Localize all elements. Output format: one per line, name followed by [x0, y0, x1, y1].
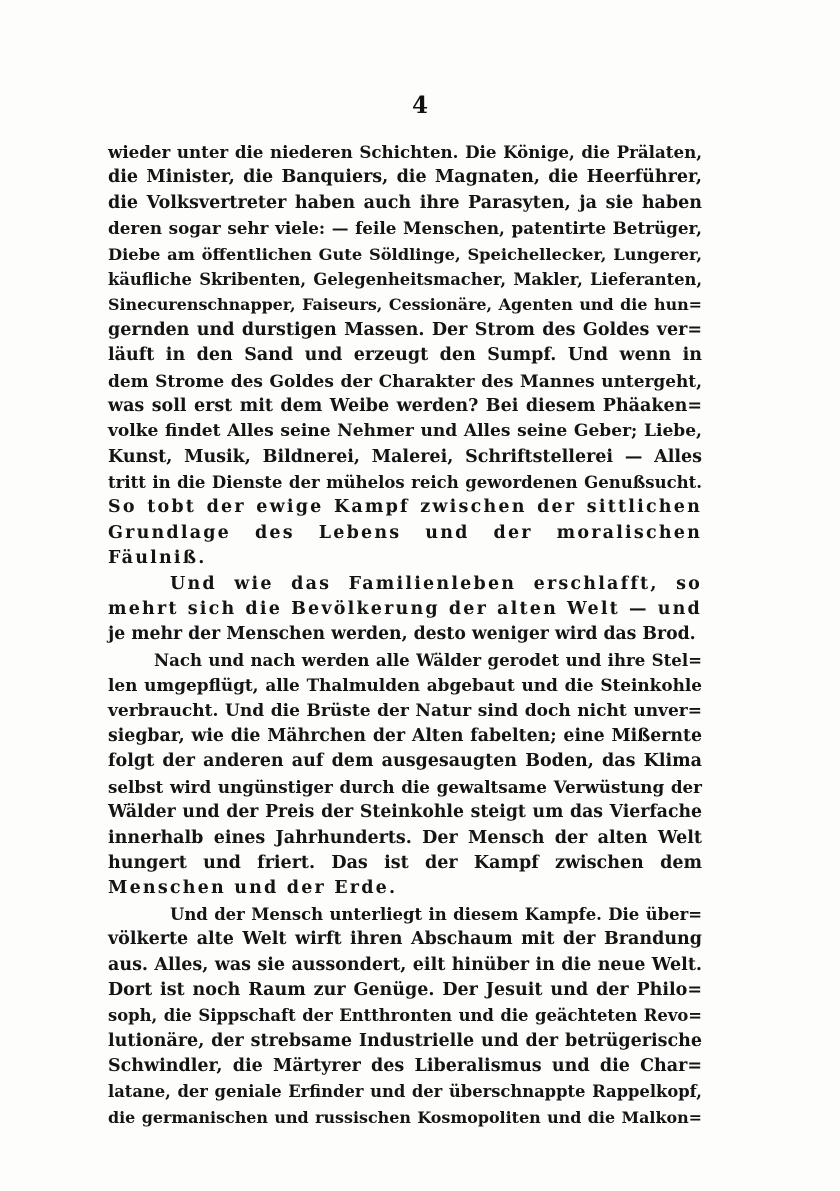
text-line: deren sogar sehr viele: — feile Menschen, patentirte Betrüger, [108, 218, 702, 239]
text-line: lutionäre, der strebsame Industrielle und der betrügerische [108, 1030, 702, 1051]
text-line: hungert und friert. Das ist der Kampf zwischen dem [108, 852, 702, 873]
text-line: tritt in die Dienste der mühelos reich gewordenen Genußsucht. [108, 473, 702, 493]
text-line: je mehr der Menschen werden, desto weniger wird das Brod. [108, 624, 696, 645]
text-line: was soll erst mit dem Weibe werden? Bei diesem Phäaken= [108, 395, 702, 416]
text-line: volke findet Alles seine Nehmer und Alles seine Geber; Liebe, [108, 421, 702, 442]
text-line: soph, die Sippschaft der Entthronten und die geächteten Revo= [108, 1006, 702, 1026]
text-line: Dort ist noch Raum zur Genüge. Der Jesuit und der Philo= [108, 979, 702, 1000]
page-number: 4 [411, 92, 428, 119]
text-line: siegbar, wie die Mährchen der Alten fabelten; eine Mißernte [108, 725, 702, 746]
text-line: len umgepflügt, alle Thalmulden abgebaut und die Steinkohle [108, 675, 702, 696]
text-line: Wälder und der Preis der Steinkohle steigt um das Vierfache [108, 802, 702, 823]
text-line: Schwindler, die Märtyrer des Liberalismus und die Char= [108, 1056, 702, 1077]
text-line: innerhalb eines Jahrhunderts. Der Mensch der alten Welt [108, 827, 702, 848]
body-text [108, 140, 702, 1130]
text-line: Grundlage des Lebens und der moralischen [108, 522, 702, 543]
text-line: die germanischen und russischen Kosmopoliten und die Malkon= [108, 1107, 702, 1127]
text-line: So tobt der ewige Kampf zwischen der sittlichen [108, 497, 702, 518]
text-line: Nach und nach werden alle Wälder gerodet und ihre Stel= [154, 649, 702, 670]
text-line: die Volksvertreter haben auch ihre Parasyten, ja sie haben [108, 192, 702, 213]
text-line: mehrt sich die Bevölkerung der alten Welt — und [108, 599, 702, 620]
text-line: folgt der anderen auf dem ausgesaugten Boden, das Klima [108, 751, 702, 772]
text-line: läuft in den Sand und erzeugt den Sumpf. Und wenn in [108, 345, 702, 366]
text-line: wieder unter die niederen Schichten. Die Könige, die Prälaten, [108, 142, 702, 162]
text-line: Fäulniß. [108, 548, 207, 569]
text-line: Und wie das Familienleben erschlafft, so [170, 573, 702, 594]
text-line: Und der Mensch unterliegt in diesem Kampfe. Die über= [170, 904, 702, 924]
text-line: völkerte alte Welt wirft ihren Abschaum mit der Brandung [108, 929, 702, 950]
text-line: Kunst, Musik, Bildnerei, Malerei, Schriftstellerei — Alles [108, 446, 702, 467]
text-line: die Minister, die Banquiers, die Magnaten, die Heerführer, [108, 167, 702, 188]
text-line: verbraucht. Und die Brüste der Natur sind doch nicht unver= [108, 700, 702, 721]
text-line: Diebe am öffentlichen Gute Söldlinge, Speichellecker, Lungerer, [108, 244, 702, 264]
text-line: käufliche Skribenten, Gelegenheitsmacher, Makler, Lieferanten, [108, 269, 702, 289]
text-line: dem Strome des Goldes der Charakter des Mannes untergeht, [108, 370, 702, 391]
text-line: gernden und durstigen Massen. Der Strom des Goldes ver= [108, 319, 702, 340]
text-line: selbst wird ungünstiger durch die gewaltsame Verwüstung der [108, 776, 702, 797]
text-line: latane, der geniale Erfinder und der überschnappte Rappelkopf, [108, 1082, 702, 1102]
text-line: Menschen und der Erde. [108, 878, 398, 899]
text-line: Sinecurenschnapper, Faiseurs, Cessionäre, Agenten und die hun= [108, 295, 702, 315]
text-line: aus. Alles, was sie aussondert, eilt hinüber in die neue Welt. [108, 954, 702, 975]
